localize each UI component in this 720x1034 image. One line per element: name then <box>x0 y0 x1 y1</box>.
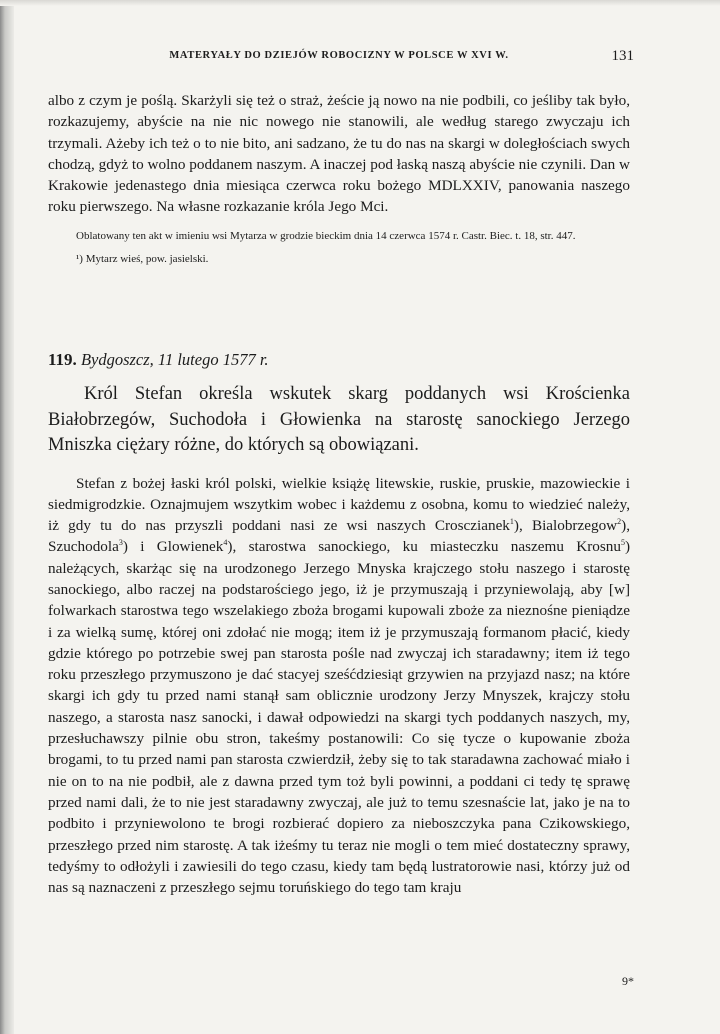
page-number: 131 <box>611 48 634 64</box>
footnote-text: Mytarz wieś, pow. jasielski. <box>85 252 209 265</box>
body-text: ) i Glowienek <box>122 538 224 556</box>
footnote <box>48 251 630 267</box>
footnote-ref: 4 <box>223 538 228 548</box>
document-number: 119. <box>48 350 77 369</box>
footnote-ref: 5 <box>620 538 625 548</box>
scan-top-shadow <box>0 0 720 6</box>
body-text: ), starostwa sanockiego, ku miasteczku naszemu Krosnu <box>227 538 621 556</box>
body-text: ) należących, skarżąc się na urodzonego Jerzego Mnyska krajczego stołu naszego i starostę sanockiego, albo raczej na podstarościego jego, iż je przymuszają i przyniewolają, aby [w] folwarkach starostwa tego wszelakiego zboża brogami kupowali zboże za nieznośne pieniądze i za wielką sumę, której oni zdołać nie mogą; item iż je przymuszają formanom płacić, kiedy gdzie którego po potrzebie swej pan starosta pośle nad zwyczaj ich staradawny; item iż tego roku przeszłego przymuszono je dać stacyej sześćdziesiąt grzywien na przyjazd nasz; na które skargi ich gdy tu przed nami stanął sam oblicznie urodzony Jerzy Mnyszek, krajczy stołu naszego, a starosta nasz sanocki, i dawał odpowiedzi na skargi tych poddanych naszych, my, przesłuchawszy pilnie obu stron, takeśmy postanowili: Co się tycze o kupowanie zboża brogami, to tu przed nami pan starosta czwierdził, żeby się to tak staradawna zachować miało i nie on to na nie podbił, ale z dawna przed tym toż byli powinni, a poddani ci tedy tę sprawę przed nami dali, że to nie jest staradawny zwyczaj, ale już to temu szesnaście lat, jako je na to podbito i przyniewolono te brogi rozbierać dopiero za nieboszczyka pana Czikowskiego, przeszłego przed nim starostę. A tak iżeśmy tu teraz nie mogli o tem mieć dostateczny sprawy, tedyśmy to odłożyli i zawiesili do tego czasu, kiedy tam będą lustratorowie nasi, którzy już od nas są naznaczeni z przeszłego sejmu toruńskiego do tego tam kraju <box>48 538 631 897</box>
document-place-date: Bydgoszcz, 11 lutego 1577 r. <box>80 350 269 369</box>
body-text: Stefan z bożej łaski król polski, wielkie książę litewskie, ruskie, pruskie, mazowieckie i siedmigrodzkie. Oznajmujem wszytkim wobec i każdemu z osobna, komu to wiedzieć należy, iż gdy tu do nas przyszli poddani nasi ze wsi naszych Crosczianek <box>48 474 630 535</box>
document-regest: Król Stefan określa wskutek skarg poddanych wsi Krościenka Białobrzegów, Suchodoła i Głowienka na starostę sanockiego Jerzego Mniszka ciężary różne, do których są obowiązani. <box>48 384 630 455</box>
document-119 <box>48 350 630 898</box>
document-body: Stefan z bożej łaski król polski, wielkie książę litewskie, ruskie, pruskie, mazowieckie i siedmigrodzkie. Oznajmujem wszytkim wobec i każdemu z osobna, komu to wiedzieć należy, iż gdy tu do nas przyszli poddani nasi ze wsi naszych Crosczianek$^1$), Bialobrzegow$^2$), Szuchodola$^3$) i Glowienek$^4$), starostwa sanockiego, ku miasteczku naszemu Krosnu$^5$) należących, skarżąc się na urodzonego Jerzego Mnyska krajczego stołu naszego i starostę sanockiego, albo raczej na podstarościego jego, iż je przymuszają i przyniewolają, aby [w] folwarkach starostwa tego wszelakiego zboża brogami kupowali zboże za nieznośne pieniądze i za wielką sumę, której oni zdołać nie mogą; item iż je przymuszają formanom płacić, kiedy gdzie którego po potrzebie swej pan starosta pośle nad zwyczaj ich staradawny; item iż tego roku przeszłego przymuszono je dać stacyej sześćdziesiąt grzywien na przyjazd nasz; na które skargi ich gdy tu przed nami stanął sam oblicznie urodzony Jerzy Mnyszek, krajczy stołu naszego, a starosta nasz sanocki, i dawał odpowiedzi na skargi tych poddanych naszych, my, przesłuchawszy pilnie obu stron, takeśmy postanowili: Co się tycze o kupowanie zboża brogami, to tu przed nami pan starosta czwierdził, żeby się to tak staradawna zachować miało i nie on to na nie podbił, ale z dawna przed tym toż byli powinni, a poddani ci tedy tę sprawę przed nami dali, że to nie jest staradawny zwyczaj, ale już to temu szesnaście lat, jako je na to podbito i przyniewolono te brogi rozbierać dopiero za nieboszczyka pana Czikowskiego, przeszłego przed nim starostę. A tak iżeśmy tu teraz nie mogli o tem mieć dostateczny sprawy, tedyśmy to odłożyli i zawiesili do tego czasu, kiedy tam będą lustratorowie nasi, którzy już od nas są naznaczeni z przeszłego sejmu toruńskiego do tego tam kraju <box>48 474 631 897</box>
prev-document-text: albo z czym je poślą. Skarżyli się też o straż, żeście ją nowo na nie podbili, co jeśliby tak było, rozkazujemy, abyście na nie nic nowego nie stanowili, ale według starego zwyczaju ich trzymali. Ażeby ich też o to nie bito, ani sadzano, że tu do nas na skargi w doległościach swych chodzą, gdyż to wolno poddanem naszym. A inaczej pod łaską naszą abyście nie czynili. Dan w Krakowie jedenastego dnia miesiąca czerwca roku bożego MDLXXIV, panowania naszego roku pierwszego. Na własne rozkazanie króla Jego Mci. <box>48 92 631 216</box>
footnote-ref: 2 <box>617 517 622 527</box>
running-head: MATERYAŁY DO DZIEJÓW ROBOCIZNY W POLSCE W XVI W. <box>169 50 509 61</box>
signature-mark: 9* <box>622 974 634 988</box>
footnote-ref: 1 <box>509 517 514 527</box>
body-text: ), Szuchodola <box>48 517 630 556</box>
footnote-ref: 3 <box>118 538 123 548</box>
source-note: Oblatowany ten akt w imieniu wsi Mytarza w grodzie bieckim dnia 14 czerwca 1574 r. Castr. Biec. t. 18, str. 447. <box>76 229 576 242</box>
body-text: , Bialobrzegow <box>518 517 618 535</box>
document-heading <box>48 350 630 370</box>
footnote-mark: ¹) <box>76 252 83 265</box>
scan-edge-shadow <box>0 0 14 1034</box>
prev-document-block <box>48 90 630 267</box>
